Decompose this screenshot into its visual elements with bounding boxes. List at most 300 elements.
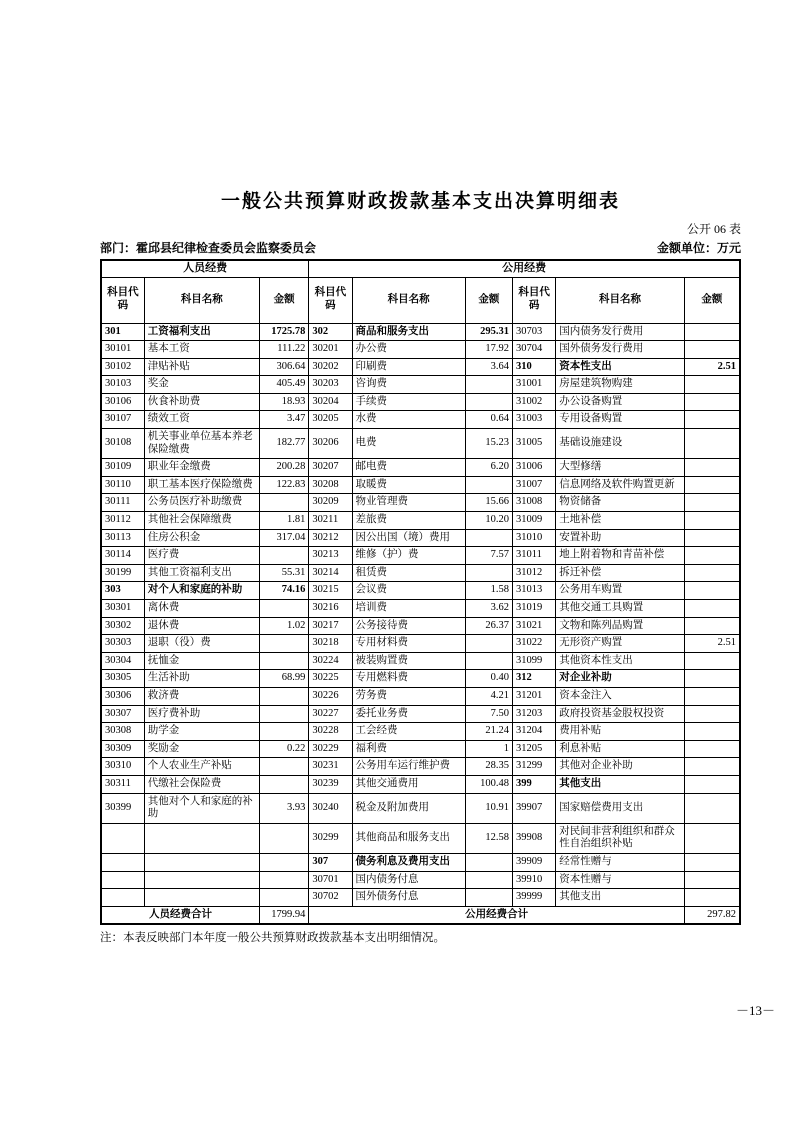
- cell-code: 30107: [101, 411, 144, 429]
- cell-code: 39910: [513, 871, 556, 889]
- cell-code: 30112: [101, 512, 144, 530]
- cell-code: [101, 889, 144, 907]
- cell-name: [144, 871, 259, 889]
- cell-name: 会议费: [352, 582, 465, 600]
- table-row: [101, 459, 740, 477]
- cell-name: 资本性赠与: [556, 871, 685, 889]
- cell-code: 30308: [101, 723, 144, 741]
- cell-code: 30703: [513, 323, 556, 341]
- cell-name: 工会经费: [352, 723, 465, 741]
- personnel-total-label: 人员经费合计: [101, 906, 259, 924]
- table-row: [101, 323, 740, 341]
- cell-amount: 15.66: [465, 494, 512, 512]
- cell-amount: [684, 723, 740, 741]
- table-row: [101, 853, 740, 871]
- cell-amount: 10.91: [465, 793, 512, 823]
- cell-code: 31204: [513, 723, 556, 741]
- cell-name: 无形资产购置: [556, 635, 685, 653]
- cell-code: 30205: [309, 411, 352, 429]
- table-row: [101, 564, 740, 582]
- cell-code: 31203: [513, 705, 556, 723]
- cell-name: 办公费: [352, 341, 465, 359]
- cell-code: 30110: [101, 476, 144, 494]
- cell-name: 因公出国（境）费用: [352, 529, 465, 547]
- cell-amount: 26.37: [465, 617, 512, 635]
- cell-amount: 295.31: [465, 323, 512, 341]
- cell-code: 30213: [309, 547, 352, 565]
- cell-name: 对民间非营利组织和群众性自治组织补贴: [556, 823, 685, 853]
- table-row: [101, 775, 740, 793]
- cell-code: [101, 871, 144, 889]
- cell-amount: [259, 705, 308, 723]
- cell-name: 专用设备购置: [556, 411, 685, 429]
- cell-name: 其他工资福利支出: [144, 564, 259, 582]
- cell-amount: [259, 652, 308, 670]
- col-header-name-2: 科目名称: [352, 277, 465, 323]
- cell-amount: [259, 635, 308, 653]
- cell-code: 30204: [309, 393, 352, 411]
- personnel-total-value: 1799.94: [259, 906, 308, 924]
- table-row: [101, 582, 740, 600]
- cell-code: 30208: [309, 476, 352, 494]
- cell-amount: [259, 758, 308, 776]
- cell-name: 救济费: [144, 687, 259, 705]
- col-header-amount-1: 金额: [259, 277, 308, 323]
- cell-amount: 306.64: [259, 358, 308, 376]
- table-row: [101, 823, 740, 853]
- cell-amount: 122.83: [259, 476, 308, 494]
- cell-name: 国外债务发行费用: [556, 341, 685, 359]
- budget-table: [100, 259, 741, 925]
- cell-name: 电费: [352, 429, 465, 459]
- cell-amount: [684, 529, 740, 547]
- cell-name: 物业管理费: [352, 494, 465, 512]
- cell-code: 30202: [309, 358, 352, 376]
- cell-amount: [465, 476, 512, 494]
- cell-code: 30203: [309, 376, 352, 394]
- cell-amount: [684, 705, 740, 723]
- page-title: 一般公共预算财政拨款基本支出决算明细表: [220, 191, 620, 212]
- cell-amount: [259, 775, 308, 793]
- cell-amount: [465, 529, 512, 547]
- cell-code: 31201: [513, 687, 556, 705]
- group-header-personnel: 人员经费: [101, 260, 309, 277]
- cell-code: 30211: [309, 512, 352, 530]
- table-row: [101, 705, 740, 723]
- cell-name: 资本性支出: [556, 358, 685, 376]
- cell-code: 310: [513, 358, 556, 376]
- cell-amount: [684, 429, 740, 459]
- cell-code: 30227: [309, 705, 352, 723]
- cell-name: 利息补贴: [556, 740, 685, 758]
- cell-code: 30114: [101, 547, 144, 565]
- page-number: －13－: [735, 1003, 775, 1018]
- unit-label: 金额单位：万元: [656, 241, 741, 255]
- cell-amount: [259, 494, 308, 512]
- cell-code: [101, 823, 144, 853]
- cell-code: 312: [513, 670, 556, 688]
- table-row: [101, 889, 740, 907]
- cell-name: 公务用车运行维护费: [352, 758, 465, 776]
- cell-name: 手续费: [352, 393, 465, 411]
- table-row: [101, 758, 740, 776]
- cell-name: 大型修缮: [556, 459, 685, 477]
- cell-code: 30301: [101, 600, 144, 618]
- cell-name: 基本工资: [144, 341, 259, 359]
- cell-code: 30303: [101, 635, 144, 653]
- cell-name: [144, 889, 259, 907]
- cell-code: 30299: [309, 823, 352, 853]
- cell-name: 绩效工资: [144, 411, 259, 429]
- cell-code: 31022: [513, 635, 556, 653]
- cell-name: 助学金: [144, 723, 259, 741]
- cell-code: 31019: [513, 600, 556, 618]
- cell-amount: 317.04: [259, 529, 308, 547]
- cell-name: 咨询费: [352, 376, 465, 394]
- group-header-row: [101, 260, 740, 277]
- cell-amount: [684, 853, 740, 871]
- cell-name: [144, 823, 259, 853]
- cell-name: 伙食补助费: [144, 393, 259, 411]
- cell-amount: 182.77: [259, 429, 308, 459]
- cell-code: 30215: [309, 582, 352, 600]
- cell-code: 30228: [309, 723, 352, 741]
- cell-amount: [684, 617, 740, 635]
- cell-amount: [684, 670, 740, 688]
- cell-amount: [684, 687, 740, 705]
- cell-name: 租赁费: [352, 564, 465, 582]
- cell-name: 资本金注入: [556, 687, 685, 705]
- cell-amount: [684, 411, 740, 429]
- cell-code: 303: [101, 582, 144, 600]
- cell-amount: 0.22: [259, 740, 308, 758]
- cell-name: 退职（役）费: [144, 635, 259, 653]
- cell-name: 公务接待费: [352, 617, 465, 635]
- table-number-label: 公开 06 表: [686, 222, 741, 236]
- col-header-name-1: 科目名称: [144, 277, 259, 323]
- cell-amount: 17.92: [465, 341, 512, 359]
- cell-code: 31005: [513, 429, 556, 459]
- cell-code: 30240: [309, 793, 352, 823]
- cell-code: 30309: [101, 740, 144, 758]
- cell-amount: [684, 582, 740, 600]
- cell-code: 30224: [309, 652, 352, 670]
- cell-name: 债务利息及费用支出: [352, 853, 465, 871]
- cell-code: 31012: [513, 564, 556, 582]
- col-header-amount-3: 金额: [684, 277, 740, 323]
- cell-name: 专用材料费: [352, 635, 465, 653]
- col-header-amount-2: 金额: [465, 277, 512, 323]
- cell-amount: 55.31: [259, 564, 308, 582]
- cell-amount: 4.21: [465, 687, 512, 705]
- table-row: [101, 600, 740, 618]
- footnote: 注：本表反映部门本年度一般公共预算财政拨款基本支出明细情况。: [100, 932, 445, 945]
- cell-name: 福利费: [352, 740, 465, 758]
- cell-name: 拆迁补偿: [556, 564, 685, 582]
- table-row: [101, 512, 740, 530]
- cell-name: 委托业务费: [352, 705, 465, 723]
- cell-code: 30226: [309, 687, 352, 705]
- cell-code: 30702: [309, 889, 352, 907]
- cell-name: 政府投资基金股权投资: [556, 705, 685, 723]
- cell-name: 对企业补助: [556, 670, 685, 688]
- cell-name: 办公设备购置: [556, 393, 685, 411]
- public-total-value: 297.82: [684, 906, 740, 924]
- cell-code: 31011: [513, 547, 556, 565]
- cell-name: 劳务费: [352, 687, 465, 705]
- cell-amount: [259, 600, 308, 618]
- cell-amount: [259, 889, 308, 907]
- cell-name: 个人农业生产补贴: [144, 758, 259, 776]
- cell-code: 30106: [101, 393, 144, 411]
- cell-amount: [465, 871, 512, 889]
- cell-amount: [684, 775, 740, 793]
- department-label: 部门：霍邱县纪律检查委员会监察委员会: [100, 241, 317, 255]
- cell-code: 30306: [101, 687, 144, 705]
- cell-name: 医疗费: [144, 547, 259, 565]
- cell-name: 其他支出: [556, 775, 685, 793]
- cell-code: 30701: [309, 871, 352, 889]
- cell-amount: [684, 341, 740, 359]
- public-total-label: 公用经费合计: [309, 906, 685, 924]
- cell-amount: 1.02: [259, 617, 308, 635]
- cell-amount: [465, 853, 512, 871]
- cell-amount: 2.51: [684, 358, 740, 376]
- cell-code: 30231: [309, 758, 352, 776]
- col-header-code-1: 科目代码: [101, 277, 144, 323]
- cell-name: [144, 853, 259, 871]
- cell-code: 31008: [513, 494, 556, 512]
- cell-amount: 21.24: [465, 723, 512, 741]
- cell-code: [101, 853, 144, 871]
- cell-name: 地上附着物和青苗补偿: [556, 547, 685, 565]
- cell-amount: [259, 723, 308, 741]
- cell-amount: 200.28: [259, 459, 308, 477]
- cell-name: 商品和服务支出: [352, 323, 465, 341]
- cell-amount: 6.20: [465, 459, 512, 477]
- cell-name: 经常性赠与: [556, 853, 685, 871]
- cell-code: 30216: [309, 600, 352, 618]
- cell-name: 离休费: [144, 600, 259, 618]
- cell-amount: 15.23: [465, 429, 512, 459]
- cell-name: 对个人和家庭的补助: [144, 582, 259, 600]
- table-row: [101, 635, 740, 653]
- table-row: [101, 476, 740, 494]
- cell-code: 30239: [309, 775, 352, 793]
- cell-name: 职工基本医疗保险缴费: [144, 476, 259, 494]
- cell-code: 30111: [101, 494, 144, 512]
- cell-amount: [684, 393, 740, 411]
- cell-code: 30109: [101, 459, 144, 477]
- cell-name: 其他交通工具购置: [556, 600, 685, 618]
- cell-code: 30218: [309, 635, 352, 653]
- cell-name: 住房公积金: [144, 529, 259, 547]
- cell-amount: [684, 600, 740, 618]
- cell-amount: 2.51: [684, 635, 740, 653]
- cell-name: 物资储备: [556, 494, 685, 512]
- cell-name: 其他资本性支出: [556, 652, 685, 670]
- cell-code: 31013: [513, 582, 556, 600]
- cell-amount: [465, 652, 512, 670]
- cell-amount: 405.49: [259, 376, 308, 394]
- cell-name: 邮电费: [352, 459, 465, 477]
- cell-name: 奖金: [144, 376, 259, 394]
- cell-code: 30209: [309, 494, 352, 512]
- cell-name: 土地补偿: [556, 512, 685, 530]
- cell-code: 30302: [101, 617, 144, 635]
- table-row: [101, 529, 740, 547]
- table-row: [101, 341, 740, 359]
- cell-amount: 3.64: [465, 358, 512, 376]
- cell-code: 30214: [309, 564, 352, 582]
- cell-code: 30229: [309, 740, 352, 758]
- cell-amount: [684, 823, 740, 853]
- table-row: [101, 617, 740, 635]
- budget-sheet: [100, 186, 741, 945]
- cell-amount: [259, 853, 308, 871]
- cell-code: 30102: [101, 358, 144, 376]
- cell-code: 301: [101, 323, 144, 341]
- cell-amount: 28.35: [465, 758, 512, 776]
- cell-code: 30113: [101, 529, 144, 547]
- cell-amount: [684, 494, 740, 512]
- cell-code: 30311: [101, 775, 144, 793]
- cell-code: 30108: [101, 429, 144, 459]
- table-row: [101, 393, 740, 411]
- cell-amount: 1.58: [465, 582, 512, 600]
- cell-code: 30704: [513, 341, 556, 359]
- cell-amount: 7.57: [465, 547, 512, 565]
- cell-name: 代缴社会保险费: [144, 775, 259, 793]
- cell-code: 30212: [309, 529, 352, 547]
- cell-name: 水费: [352, 411, 465, 429]
- table-row: [101, 793, 740, 823]
- cell-name: 公务员医疗补助缴费: [144, 494, 259, 512]
- table-row: [101, 871, 740, 889]
- cell-code: 30304: [101, 652, 144, 670]
- cell-amount: 12.58: [465, 823, 512, 853]
- cell-code: 39907: [513, 793, 556, 823]
- cell-name: 奖励金: [144, 740, 259, 758]
- cell-code: 30201: [309, 341, 352, 359]
- cell-name: 费用补贴: [556, 723, 685, 741]
- cell-code: 399: [513, 775, 556, 793]
- cell-code: 307: [309, 853, 352, 871]
- cell-amount: 0.40: [465, 670, 512, 688]
- cell-name: 公务用车购置: [556, 582, 685, 600]
- cell-amount: 10.20: [465, 512, 512, 530]
- cell-name: 退休费: [144, 617, 259, 635]
- cell-amount: [465, 564, 512, 582]
- cell-amount: [465, 393, 512, 411]
- cell-name: 文物和陈列品购置: [556, 617, 685, 635]
- cell-name: 其他交通费用: [352, 775, 465, 793]
- cell-code: 30103: [101, 376, 144, 394]
- cell-amount: 3.62: [465, 600, 512, 618]
- cell-code: 30101: [101, 341, 144, 359]
- cell-name: 国内债务付息: [352, 871, 465, 889]
- col-header-name-3: 科目名称: [556, 277, 685, 323]
- cell-code: 30310: [101, 758, 144, 776]
- cell-code: 31009: [513, 512, 556, 530]
- table-row: [101, 687, 740, 705]
- cell-amount: 68.99: [259, 670, 308, 688]
- cell-code: 31010: [513, 529, 556, 547]
- cell-name: 国内债务发行费用: [556, 323, 685, 341]
- table-row: [101, 494, 740, 512]
- cell-name: 其他对个人和家庭的补助: [144, 793, 259, 823]
- cell-code: 31299: [513, 758, 556, 776]
- cell-amount: [684, 740, 740, 758]
- cell-name: 安置补助: [556, 529, 685, 547]
- cell-code: 30307: [101, 705, 144, 723]
- cell-amount: [684, 871, 740, 889]
- cell-name: 差旅费: [352, 512, 465, 530]
- cell-name: 其他对企业补助: [556, 758, 685, 776]
- cell-amount: [465, 889, 512, 907]
- group-header-public: 公用经费: [309, 260, 740, 277]
- col-header-code-3: 科目代码: [513, 277, 556, 323]
- cell-amount: 3.93: [259, 793, 308, 823]
- total-row: [101, 906, 740, 924]
- cell-name: 其他支出: [556, 889, 685, 907]
- table-row: [101, 670, 740, 688]
- cell-name: 专用燃料费: [352, 670, 465, 688]
- cell-amount: [684, 459, 740, 477]
- cell-code: 31205: [513, 740, 556, 758]
- cell-amount: [684, 376, 740, 394]
- table-row: [101, 740, 740, 758]
- cell-name: 其他商品和服务支出: [352, 823, 465, 853]
- cell-code: 39909: [513, 853, 556, 871]
- cell-name: 生活补助: [144, 670, 259, 688]
- cell-code: 30206: [309, 429, 352, 459]
- cell-name: 信息网络及软件购置更新: [556, 476, 685, 494]
- cell-name: 取暖费: [352, 476, 465, 494]
- cell-name: 抚恤金: [144, 652, 259, 670]
- cell-code: 31003: [513, 411, 556, 429]
- cell-name: 国家赔偿费用支出: [556, 793, 685, 823]
- cell-code: 30305: [101, 670, 144, 688]
- cell-amount: [684, 889, 740, 907]
- cell-name: 培训费: [352, 600, 465, 618]
- cell-name: 医疗费补助: [144, 705, 259, 723]
- cell-amount: 1: [465, 740, 512, 758]
- cell-amount: [259, 687, 308, 705]
- table-row: [101, 723, 740, 741]
- cell-name: 被装购置费: [352, 652, 465, 670]
- cell-name: 印刷费: [352, 358, 465, 376]
- column-header-row: [101, 277, 740, 323]
- cell-amount: [684, 652, 740, 670]
- cell-amount: 1725.78: [259, 323, 308, 341]
- cell-amount: 1.81: [259, 512, 308, 530]
- cell-amount: 7.50: [465, 705, 512, 723]
- cell-code: 30217: [309, 617, 352, 635]
- cell-amount: [684, 547, 740, 565]
- cell-name: 基础设施建设: [556, 429, 685, 459]
- cell-amount: 18.93: [259, 393, 308, 411]
- cell-name: 税金及附加费用: [352, 793, 465, 823]
- cell-code: 30399: [101, 793, 144, 823]
- cell-code: 31099: [513, 652, 556, 670]
- cell-amount: [465, 635, 512, 653]
- cell-amount: 74.16: [259, 582, 308, 600]
- cell-name: 工资福利支出: [144, 323, 259, 341]
- cell-code: 31006: [513, 459, 556, 477]
- meta-row: [100, 239, 741, 256]
- cell-amount: [684, 758, 740, 776]
